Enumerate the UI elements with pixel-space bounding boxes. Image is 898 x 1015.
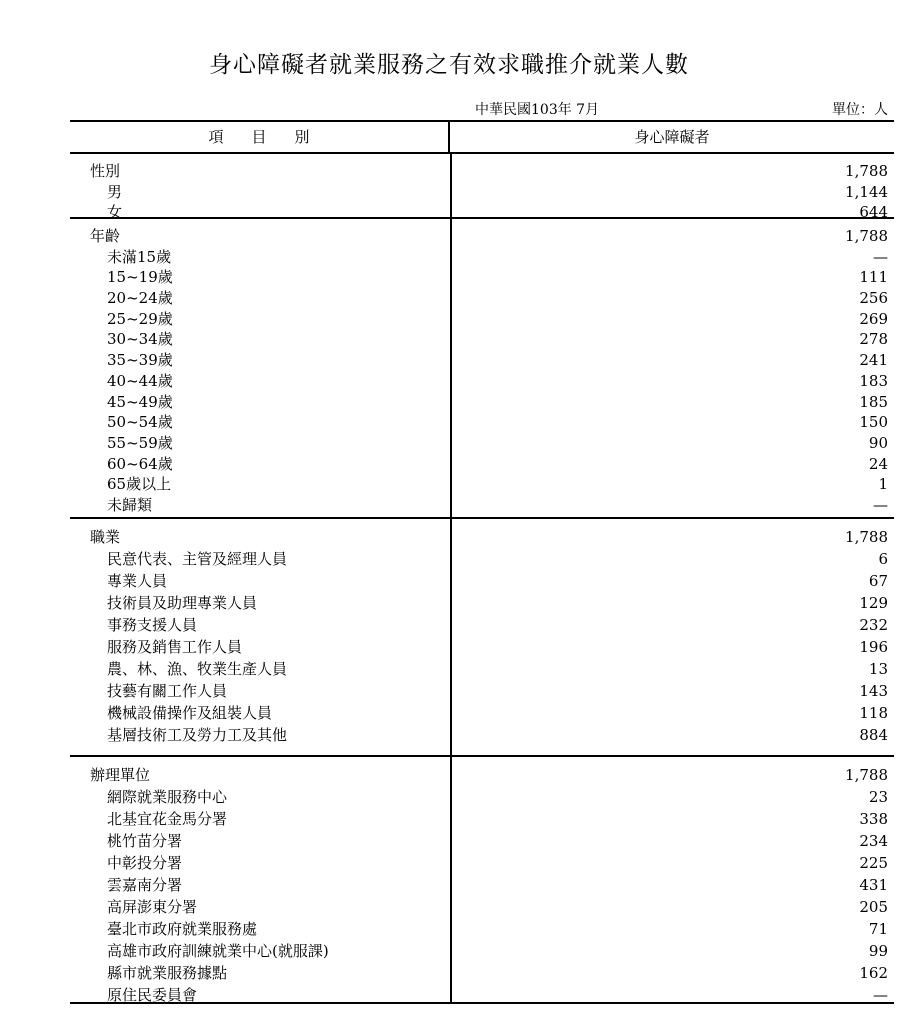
table-row (70, 940, 894, 962)
report-title: 身心障礙者就業服務之有效求職推介就業人數 (209, 52, 689, 78)
row-value: 256 (859, 289, 888, 308)
data-table (70, 120, 894, 1004)
row-label: 35~39歲 (107, 351, 173, 370)
row-value: 111 (859, 268, 888, 287)
row-label: 雲嘉南分署 (107, 876, 183, 894)
row-label: 專業人員 (107, 572, 168, 590)
row-value: 13 (868, 660, 888, 678)
row-value: 23 (868, 788, 888, 806)
row-value: 67 (868, 572, 888, 590)
section-total-row (70, 161, 894, 182)
row-value: — (873, 247, 888, 266)
section-label: 職業 (90, 528, 121, 546)
section-service-unit (70, 757, 894, 1004)
row-value: 185 (859, 392, 888, 411)
row-label: 北基宜花金馬分署 (107, 810, 228, 828)
row-value: 90 (868, 433, 888, 452)
row-label: 縣市就業服務據點 (107, 964, 228, 982)
table-row (70, 614, 894, 636)
row-value: 24 (868, 454, 888, 473)
row-label: 男 (107, 182, 123, 201)
section-total-row (70, 226, 894, 247)
row-label: 高屏澎東分署 (107, 898, 198, 916)
table-row (70, 474, 894, 495)
row-value: 71 (868, 920, 888, 938)
table-row (70, 495, 894, 516)
row-label: 55~59歲 (107, 433, 173, 452)
section-total-row (70, 526, 894, 548)
row-value: 644 (859, 203, 888, 222)
row-label: 桃竹苗分署 (107, 832, 183, 850)
row-label: 60~64歲 (107, 454, 173, 473)
table-row (70, 852, 894, 874)
table-row (70, 724, 894, 746)
row-value: 884 (859, 726, 888, 744)
table-row (70, 288, 894, 309)
row-value: 162 (859, 964, 888, 982)
table-row (70, 592, 894, 614)
row-value: 232 (859, 616, 888, 634)
report-subheader (70, 99, 894, 119)
row-label: 女 (107, 203, 123, 222)
row-label: 未歸類 (107, 495, 153, 514)
table-row (70, 830, 894, 852)
table-row (70, 918, 894, 940)
row-value: 129 (859, 594, 888, 612)
table-row (70, 412, 894, 433)
table-row (70, 874, 894, 896)
row-label: 技藝有關工作人員 (107, 682, 228, 700)
row-value: — (873, 986, 888, 1004)
row-label: 事務支援人員 (107, 616, 198, 634)
row-value: 99 (868, 942, 888, 960)
table-row (70, 247, 894, 268)
row-value: 196 (859, 638, 888, 656)
table-row (70, 658, 894, 680)
table-header (70, 120, 894, 154)
table-row (70, 392, 894, 413)
table-row (70, 433, 894, 454)
report-period: 中華民國103年 7月 (475, 102, 600, 118)
row-label: 臺北市政府就業服務處 (107, 920, 258, 938)
row-value: 1,144 (845, 182, 888, 201)
row-label: 20~24歲 (107, 289, 173, 308)
table-row (70, 371, 894, 392)
row-label: 技術員及助理專業人員 (107, 594, 258, 612)
table-row (70, 702, 894, 724)
section-total: 1,788 (845, 162, 888, 180)
table-row (70, 984, 894, 1006)
row-value: 278 (859, 330, 888, 349)
row-value: 431 (859, 876, 888, 894)
section-total: 1,788 (845, 528, 888, 546)
row-label: 農、林、漁、牧業生產人員 (107, 660, 288, 678)
section-total-row (70, 764, 894, 786)
section-label: 年齡 (90, 227, 121, 245)
table-row (70, 680, 894, 702)
section-total: 1,788 (845, 227, 888, 245)
section-occupation (70, 519, 894, 757)
row-value: 150 (859, 413, 888, 432)
row-label: 服務及銷售工作人員 (107, 638, 243, 656)
row-value: 269 (859, 309, 888, 328)
table-row (70, 896, 894, 918)
row-label: 基層技術工及勞力工及其他 (107, 726, 288, 744)
report-unit: 單位：人 (832, 102, 888, 118)
row-value: 118 (859, 704, 888, 722)
table-row (70, 636, 894, 658)
header-item-column: 項目別 (70, 122, 450, 152)
row-label: 民意代表、主管及經理人員 (107, 550, 288, 568)
table-row (70, 786, 894, 808)
section-total: 1,788 (845, 766, 888, 784)
table-row (70, 570, 894, 592)
row-value: 338 (859, 810, 888, 828)
row-value: 1 (878, 475, 888, 494)
row-label: 15~19歲 (107, 268, 173, 287)
section-gender (70, 154, 894, 222)
row-label: 高雄市政府訓練就業中心(就服課) (107, 942, 329, 960)
section-label: 性別 (90, 162, 121, 180)
table-row (70, 962, 894, 984)
row-value: 143 (859, 682, 888, 700)
table-row (70, 454, 894, 475)
row-label: 未滿15歲 (107, 247, 172, 266)
table-row (70, 182, 894, 203)
table-row (70, 329, 894, 350)
table-row (70, 548, 894, 570)
row-value: 225 (859, 854, 888, 872)
row-label: 50~54歲 (107, 413, 173, 432)
row-label: 65歲以上 (107, 475, 172, 494)
row-label: 中彰投分署 (107, 854, 183, 872)
table-row (70, 309, 894, 330)
row-value: 234 (859, 832, 888, 850)
table-row (70, 350, 894, 371)
table-row (70, 267, 894, 288)
section-age (70, 219, 894, 519)
row-value: — (873, 495, 888, 514)
table-row (70, 808, 894, 830)
row-label: 25~29歲 (107, 309, 173, 328)
section-label: 辦理單位 (90, 766, 151, 784)
row-label: 機械設備操作及組裝人員 (107, 704, 273, 722)
row-label: 30~34歲 (107, 330, 173, 349)
row-label: 原住民委員會 (107, 986, 198, 1004)
row-label: 45~49歲 (107, 392, 173, 411)
row-value: 241 (859, 351, 888, 370)
header-value-column: 身心障礙者 (634, 128, 710, 146)
row-label: 網際就業服務中心 (107, 788, 228, 806)
row-value: 205 (859, 898, 888, 916)
row-value: 183 (859, 371, 888, 390)
row-value: 6 (878, 550, 888, 568)
row-label: 40~44歲 (107, 371, 173, 390)
